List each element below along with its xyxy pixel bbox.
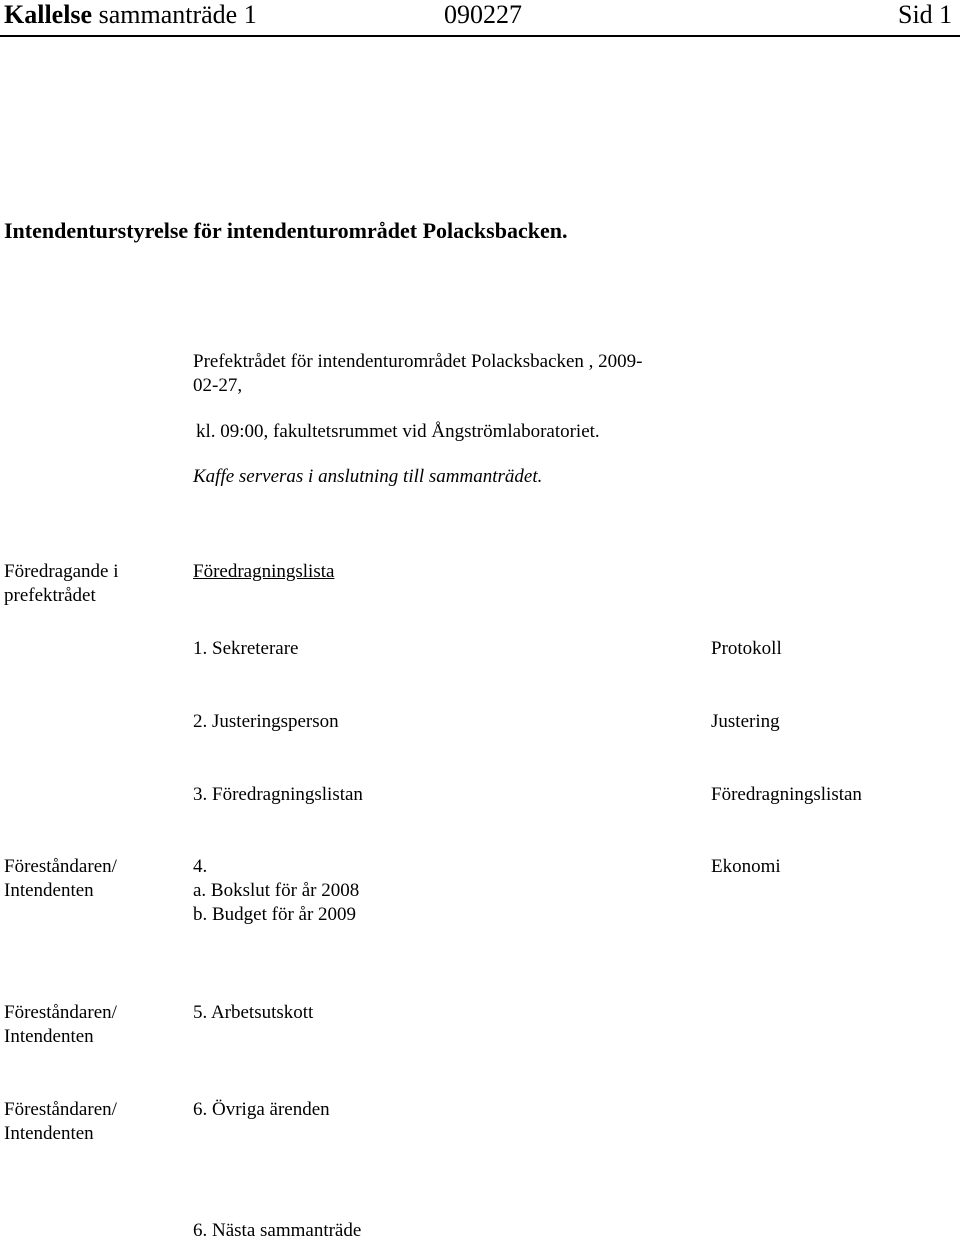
agenda-item-2-label: 2. Justeringsperson [193,711,339,732]
agenda-item-6-presenter-line-1: Föreståndaren/ [4,1099,117,1120]
header-divider [0,35,960,37]
agenda-item-5-presenter-line-1: Föreståndaren/ [4,1002,117,1023]
agenda-item-4-sub-a: a. Bokslut för år 2008 [193,880,360,901]
agenda-item-2-note: Justering [711,711,780,732]
agenda-heading: Föredragningslista [193,561,335,582]
document-header-title [4,0,257,30]
agenda-item-1-note: Protokoll [711,638,782,659]
agenda-item-5-label: 5. Arbetsutskott [193,1002,314,1023]
agenda-item-4-sub-b: b. Budget för år 2009 [193,904,357,925]
agenda-item-7-label: 6. Nästa sammanträde [193,1220,362,1241]
agenda-item-6-label: 6. Övriga ärenden [193,1099,330,1120]
intro-line-1: Prefektrådet för intendenturområdet Polacksbacken , 2009- [193,351,643,372]
agenda-item-6-presenter-line-2: Intendenten [4,1123,94,1144]
header-page-number: Sid 1 [898,0,953,29]
agenda-item-4-presenter-line-1: Föreståndaren/ [4,856,117,877]
header-date: 090227 [444,0,522,29]
agenda-item-4-note: Ekonomi [711,856,781,877]
board-title: Intendenturstyrelse för intendenturområdet Polacksbacken. [4,218,568,243]
agenda-item-1-label: 1. Sekreterare [193,638,299,659]
intro-line-4: Kaffe serveras i anslutning till sammanträdet. [193,466,543,487]
header-title-rest: sammanträde 1 [98,0,257,29]
header-title-bold: Kallelse [4,0,93,29]
agenda-item-3-note: Föredragningslistan [711,784,862,805]
intro-line-3: kl. 09:00, fakultetsrummet vid Ångströmlaboratoriet. [196,421,600,442]
intro-line-2: 02-27, [193,375,243,396]
presenter-heading-line-2: prefektrådet [4,585,96,606]
agenda-item-4-label: 4. [193,856,208,877]
presenter-heading-line-1: Föredragande i [4,561,119,582]
agenda-item-5-presenter-line-2: Intendenten [4,1026,94,1047]
agenda-item-3-label: 3. Föredragningslistan [193,784,363,805]
agenda-item-4-presenter-line-2: Intendenten [4,880,94,901]
